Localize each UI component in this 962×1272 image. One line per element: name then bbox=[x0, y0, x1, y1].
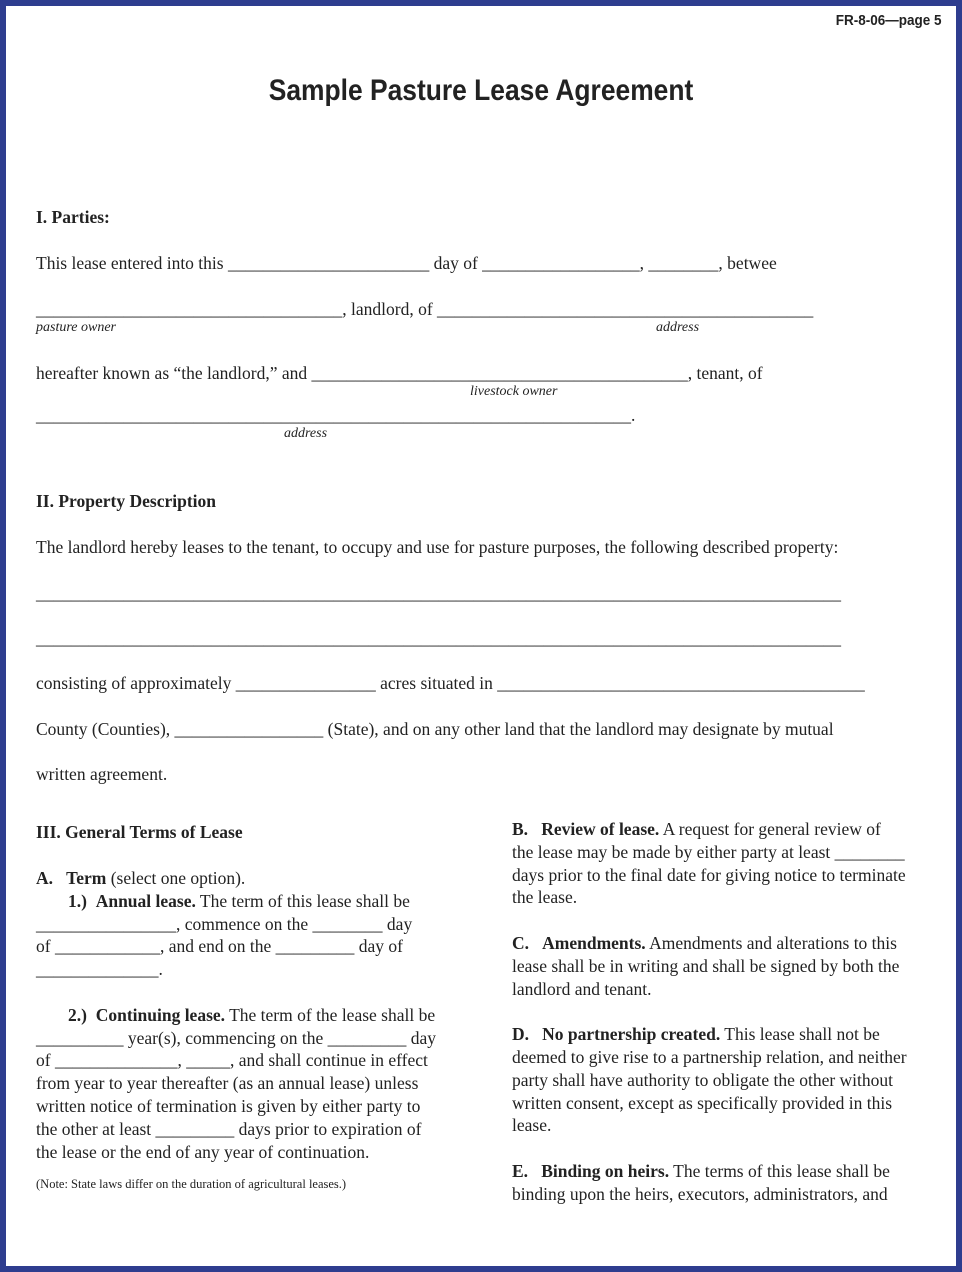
caption-address-landlord: address bbox=[656, 320, 700, 335]
term-c-line-1 bbox=[512, 932, 952, 955]
term-b-title: Review of lease. bbox=[541, 819, 660, 839]
parties-heading: I. Parties: bbox=[36, 207, 110, 227]
annual-lease-text: The term of this lease shall be bbox=[195, 890, 410, 911]
option-2-number: 2.) bbox=[68, 1004, 87, 1025]
term-b-line-4: the lease. bbox=[512, 887, 578, 908]
term-d-label: D. bbox=[512, 1024, 530, 1045]
caption-address-tenant: address bbox=[284, 426, 328, 441]
annual-lease-line-1 bbox=[36, 890, 476, 913]
caption-livestock-owner: livestock owner bbox=[470, 384, 558, 399]
terms-right-column bbox=[512, 818, 952, 1206]
term-a-text: (select one option). bbox=[106, 868, 246, 888]
annual-lease-title: Annual lease. bbox=[95, 890, 196, 911]
term-a-title: Term bbox=[66, 868, 107, 888]
property-heading: II. Property Description bbox=[36, 491, 216, 511]
term-a-label: A. bbox=[36, 868, 54, 888]
document-page bbox=[6, 6, 956, 1266]
term-d-line-2: deemed to give rise to a partnership relation, and neither bbox=[512, 1046, 907, 1067]
term-c-line-2: lease shall be in writing and shall be signed by both the bbox=[512, 955, 900, 976]
continuing-lease-line-6: the other at least _________ days prior to expiration of bbox=[36, 1118, 422, 1139]
continuing-lease-line-4: from year to year thereafter (as an annual lease) unless bbox=[36, 1073, 419, 1094]
term-b-text: A request for general review of bbox=[659, 819, 881, 839]
term-c-text: Amendments and alterations to this bbox=[645, 932, 897, 953]
property-intro: The landlord hereby leases to the tenant, to occupy and use for pasture purposes, the following described property: bbox=[36, 537, 839, 557]
term-c-line-3: landlord and tenant. bbox=[512, 978, 652, 999]
term-e-line-1 bbox=[512, 1160, 952, 1183]
term-b-line-1 bbox=[512, 818, 952, 841]
property-blank-line-2: ____________________________________________________________________________________________ bbox=[36, 628, 841, 648]
page-label: FR-8-06—page 5 bbox=[836, 12, 942, 29]
continuing-lease-line-2: __________ year(s), commencing on the _________ day bbox=[36, 1027, 436, 1048]
term-e-title: Binding on heirs. bbox=[541, 1160, 670, 1181]
continuing-lease-title: Continuing lease. bbox=[95, 1004, 226, 1025]
property-acres-line: consisting of approximately ________________ acres situated in __________________________________________ bbox=[36, 673, 865, 693]
term-b-label: B. bbox=[512, 819, 529, 839]
parties-line-4: ____________________________________________________________________. bbox=[36, 405, 636, 425]
continuing-lease-line-3: of ______________, _____, and shall continue in effect bbox=[36, 1050, 428, 1071]
term-b-line-3: days prior to the final date for giving notice to terminate bbox=[512, 864, 906, 885]
term-d-text: This lease shall not be bbox=[720, 1024, 880, 1045]
terms-left-column bbox=[36, 867, 476, 1163]
document-title: Sample Pasture Lease Agreement bbox=[268, 74, 694, 107]
parties-line-1: This lease entered into this _______________________ day of __________________, ________, betwee bbox=[36, 253, 777, 273]
annual-lease-line-3: of ____________, and end on the _________ day of bbox=[36, 936, 403, 957]
term-d-line-5: lease. bbox=[512, 1115, 552, 1136]
continuing-lease-text: The term of the lease shall be bbox=[225, 1004, 436, 1025]
term-d-line-1 bbox=[512, 1023, 952, 1046]
continuing-lease-line-5: written notice of termination is given by either party to bbox=[36, 1095, 421, 1116]
parties-line-3: hereafter known as “the landlord,” and ___________________________________________, tenant, of bbox=[36, 363, 763, 383]
property-written-line: written agreement. bbox=[36, 764, 168, 784]
term-c-title: Amendments. bbox=[542, 932, 646, 953]
property-county-line: County (Counties), _________________ (State), and on any other land that the landlord may designate by mutual bbox=[36, 719, 834, 739]
continuing-lease-line-1 bbox=[36, 1004, 476, 1027]
term-c-label: C. bbox=[512, 932, 530, 953]
continuing-lease-line-7: the lease or the end of any year of continuation. bbox=[36, 1141, 370, 1162]
term-a-line bbox=[36, 867, 476, 890]
duration-note: (Note: State laws differ on the duration of agricultural leases.) bbox=[36, 1177, 347, 1191]
term-d-line-4: written consent, except as specifically provided in this bbox=[512, 1092, 893, 1113]
term-b-line-2: the lease may be made by either party at least ________ bbox=[512, 841, 905, 862]
term-e-text: The terms of this lease shall be bbox=[669, 1160, 890, 1181]
annual-lease-line-4: ______________. bbox=[36, 959, 163, 980]
parties-line-2: ___________________________________, landlord, of ___________________________________________ bbox=[36, 299, 814, 319]
term-e-line-2: binding upon the heirs, executors, administrators, and bbox=[512, 1183, 888, 1204]
terms-heading: III. General Terms of Lease bbox=[36, 822, 243, 842]
annual-lease-line-2: ________________, commence on the ________ day bbox=[36, 913, 413, 934]
caption-pasture-owner: pasture owner bbox=[36, 320, 116, 335]
term-e-label: E. bbox=[512, 1160, 529, 1181]
term-d-title: No partnership created. bbox=[542, 1024, 721, 1045]
term-d-line-3: party shall have authority to obligate the other without bbox=[512, 1069, 894, 1090]
option-1-number: 1.) bbox=[68, 890, 87, 911]
property-blank-line-1: ____________________________________________________________________________________________ bbox=[36, 583, 841, 603]
